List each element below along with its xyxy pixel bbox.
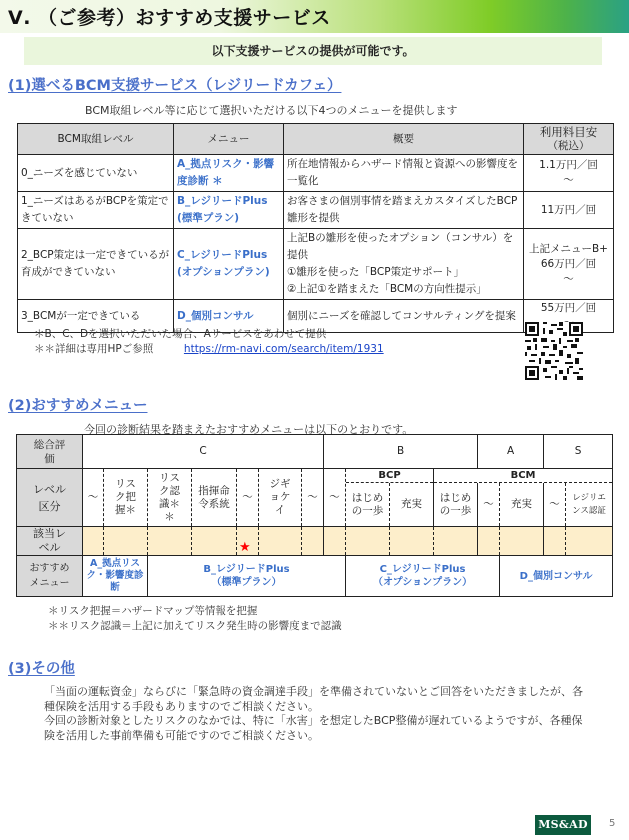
level-cell: ～	[302, 469, 324, 527]
menu-c: C_レジリードPlus (オプションプラン)	[174, 229, 284, 300]
summary-cell: 上記Bの雛形を使ったオプション（コンサル）を提供 ①雛形を使った「BCP策定サポート」 ②上記①を踏まえた「BCMの方向性提示」	[284, 229, 524, 300]
level-cell: レジリエンス認証	[572, 492, 606, 516]
label-level: レベル区分	[17, 469, 83, 527]
rm-navi-link[interactable]: https://rm-navi.com/search/item/1931	[183, 343, 384, 355]
section2-heading: (2)おすすめメニュー	[8, 398, 148, 414]
recommended-menu-table	[16, 434, 613, 597]
level-cell: はじめの一歩	[351, 491, 384, 517]
page-title: Ⅴ. （ご参考）おすすめ支援サービス	[8, 7, 331, 29]
msad-logo: MS&AD	[535, 815, 591, 835]
notice-box: 以下支援サービスの提供が可能です。	[24, 37, 602, 65]
level-row	[17, 469, 613, 527]
star-icon: ★	[239, 540, 251, 555]
section2-note1: ＊リスク把握＝ハザードマップ等情報を把握	[48, 605, 258, 617]
level-cell: 3_BCMが一定できている	[18, 300, 174, 333]
summary-cell: お客さまの個別事情を踏まえカスタイズしたBCP雛形を提供	[284, 192, 524, 229]
qr-code-icon[interactable]	[525, 322, 583, 380]
page-number: 5	[609, 818, 616, 829]
section1-intro: BCM取組レベル等に応じて選択いただける以下4つのメニューを提供します	[85, 104, 458, 117]
bcm-group: BCM はじめの一歩 ～ 充実 ～ レジリエンス認証	[434, 469, 613, 527]
table-row	[18, 229, 614, 300]
menu-a-cell: A_拠点リスク・影響度診断	[83, 556, 148, 597]
level-cell: 充実	[401, 498, 423, 510]
section1-note2: ＊＊詳細は専用HPご参照 https://rm-navi.com/search/item/1931	[34, 343, 384, 355]
table-row	[18, 192, 614, 229]
title-bar	[0, 0, 629, 33]
menu-b: B_レジリードPlus (標準プラン)	[174, 192, 284, 229]
price-cell: 11万円／回	[524, 192, 614, 229]
price-cell: 1.1万円／回 ～	[524, 155, 614, 192]
table-row	[18, 155, 614, 192]
header-menu: メニュー	[174, 124, 284, 155]
label-overall: 総合評価	[17, 435, 83, 469]
level-cell: リスク把握＊	[104, 469, 148, 527]
header-summary: 概要	[284, 124, 524, 155]
level-cell: リスク認識＊＊	[148, 469, 192, 527]
level-cell: ～	[324, 469, 346, 527]
section1-note1: ＊B、C、Dを選択いただいた場合、Aサービスをあわせて提供	[34, 328, 327, 340]
grade-a: A	[478, 435, 544, 469]
bcp-group: BCP はじめの一歩 充実	[346, 469, 434, 527]
section2-note2: ＊＊リスク認識＝上記に加えてリスク発生時の影響度まで認識	[48, 620, 342, 632]
current-level-marker	[237, 527, 259, 556]
table-header-row	[18, 124, 614, 155]
label-hit: 該当レベル	[17, 527, 83, 556]
level-cell: 2_BCP策定は一定できているが育成ができていない	[18, 229, 174, 300]
level-cell: ～	[478, 483, 500, 526]
level-cell: 0_ニーズを感じていない	[18, 155, 174, 192]
recommended-menu-row	[17, 556, 613, 597]
section3-body	[44, 685, 584, 743]
price-cell: 55万円／回	[524, 300, 614, 333]
section3-heading: (3)その他	[8, 661, 75, 677]
paragraph: 「当面の運転資金」ならびに「緊急時の資金調達手段」を準備されていないとご回答をいただきましたが、各種保険を活用する手段もありますのでご相談ください。	[44, 685, 583, 713]
grade-b: B	[324, 435, 478, 469]
level-cell: 充実	[500, 483, 544, 526]
menu-a: A_拠点リスク・影響度診断 ＊	[174, 155, 284, 192]
section2-intro: 今回の診断結果を踏まえたおすすめメニューは以下のとおりです。	[84, 423, 414, 436]
paragraph: 今回の診断対象としたリスクのなかでは、特に「水害」を想定したBCP整備が遅れているようですが、各種保険を活用した事前準備も可能ですのでご相談ください。	[44, 714, 583, 742]
bcm-services-table	[17, 123, 614, 333]
menu-d-cell: D_個別コンサル	[500, 556, 613, 597]
level-cell: ～	[237, 469, 259, 527]
level-cell: 1_ニーズはあるがBCPを策定できていない	[18, 192, 174, 229]
section1-heading: (1)選べるBCM支援サービス（レジリードカフェ）	[8, 78, 342, 94]
menu-c-cell: C_レジリードPlus （オプションプラン）	[346, 556, 500, 597]
level-cell: ～	[544, 483, 566, 526]
price-cell: 上記メニューB+ 66万円／回 ～	[524, 229, 614, 300]
summary-cell: 個別にニーズを確認してコンサルティングを提案	[284, 300, 524, 333]
current-level-row	[17, 527, 613, 556]
overall-grade-row	[17, 435, 613, 469]
grade-c: C	[83, 435, 324, 469]
grade-s: S	[544, 435, 613, 469]
level-cell: 指揮命令系統	[192, 469, 237, 527]
level-cell: ジギョケイ	[259, 469, 302, 527]
menu-d: D_個別コンサル	[174, 300, 284, 333]
label-menu: おすすめメニュー	[17, 556, 83, 597]
menu-b-cell: B_レジリードPlus （標準プラン）	[148, 556, 346, 597]
summary-cell: 所在地情報からハザード情報と資源への影響度を一覧化	[284, 155, 524, 192]
header-price: 利用料目安 （税込）	[524, 124, 614, 155]
header-level: BCM取組レベル	[18, 124, 174, 155]
level-cell: はじめの一歩	[439, 491, 472, 517]
level-cell: ～	[83, 469, 104, 527]
